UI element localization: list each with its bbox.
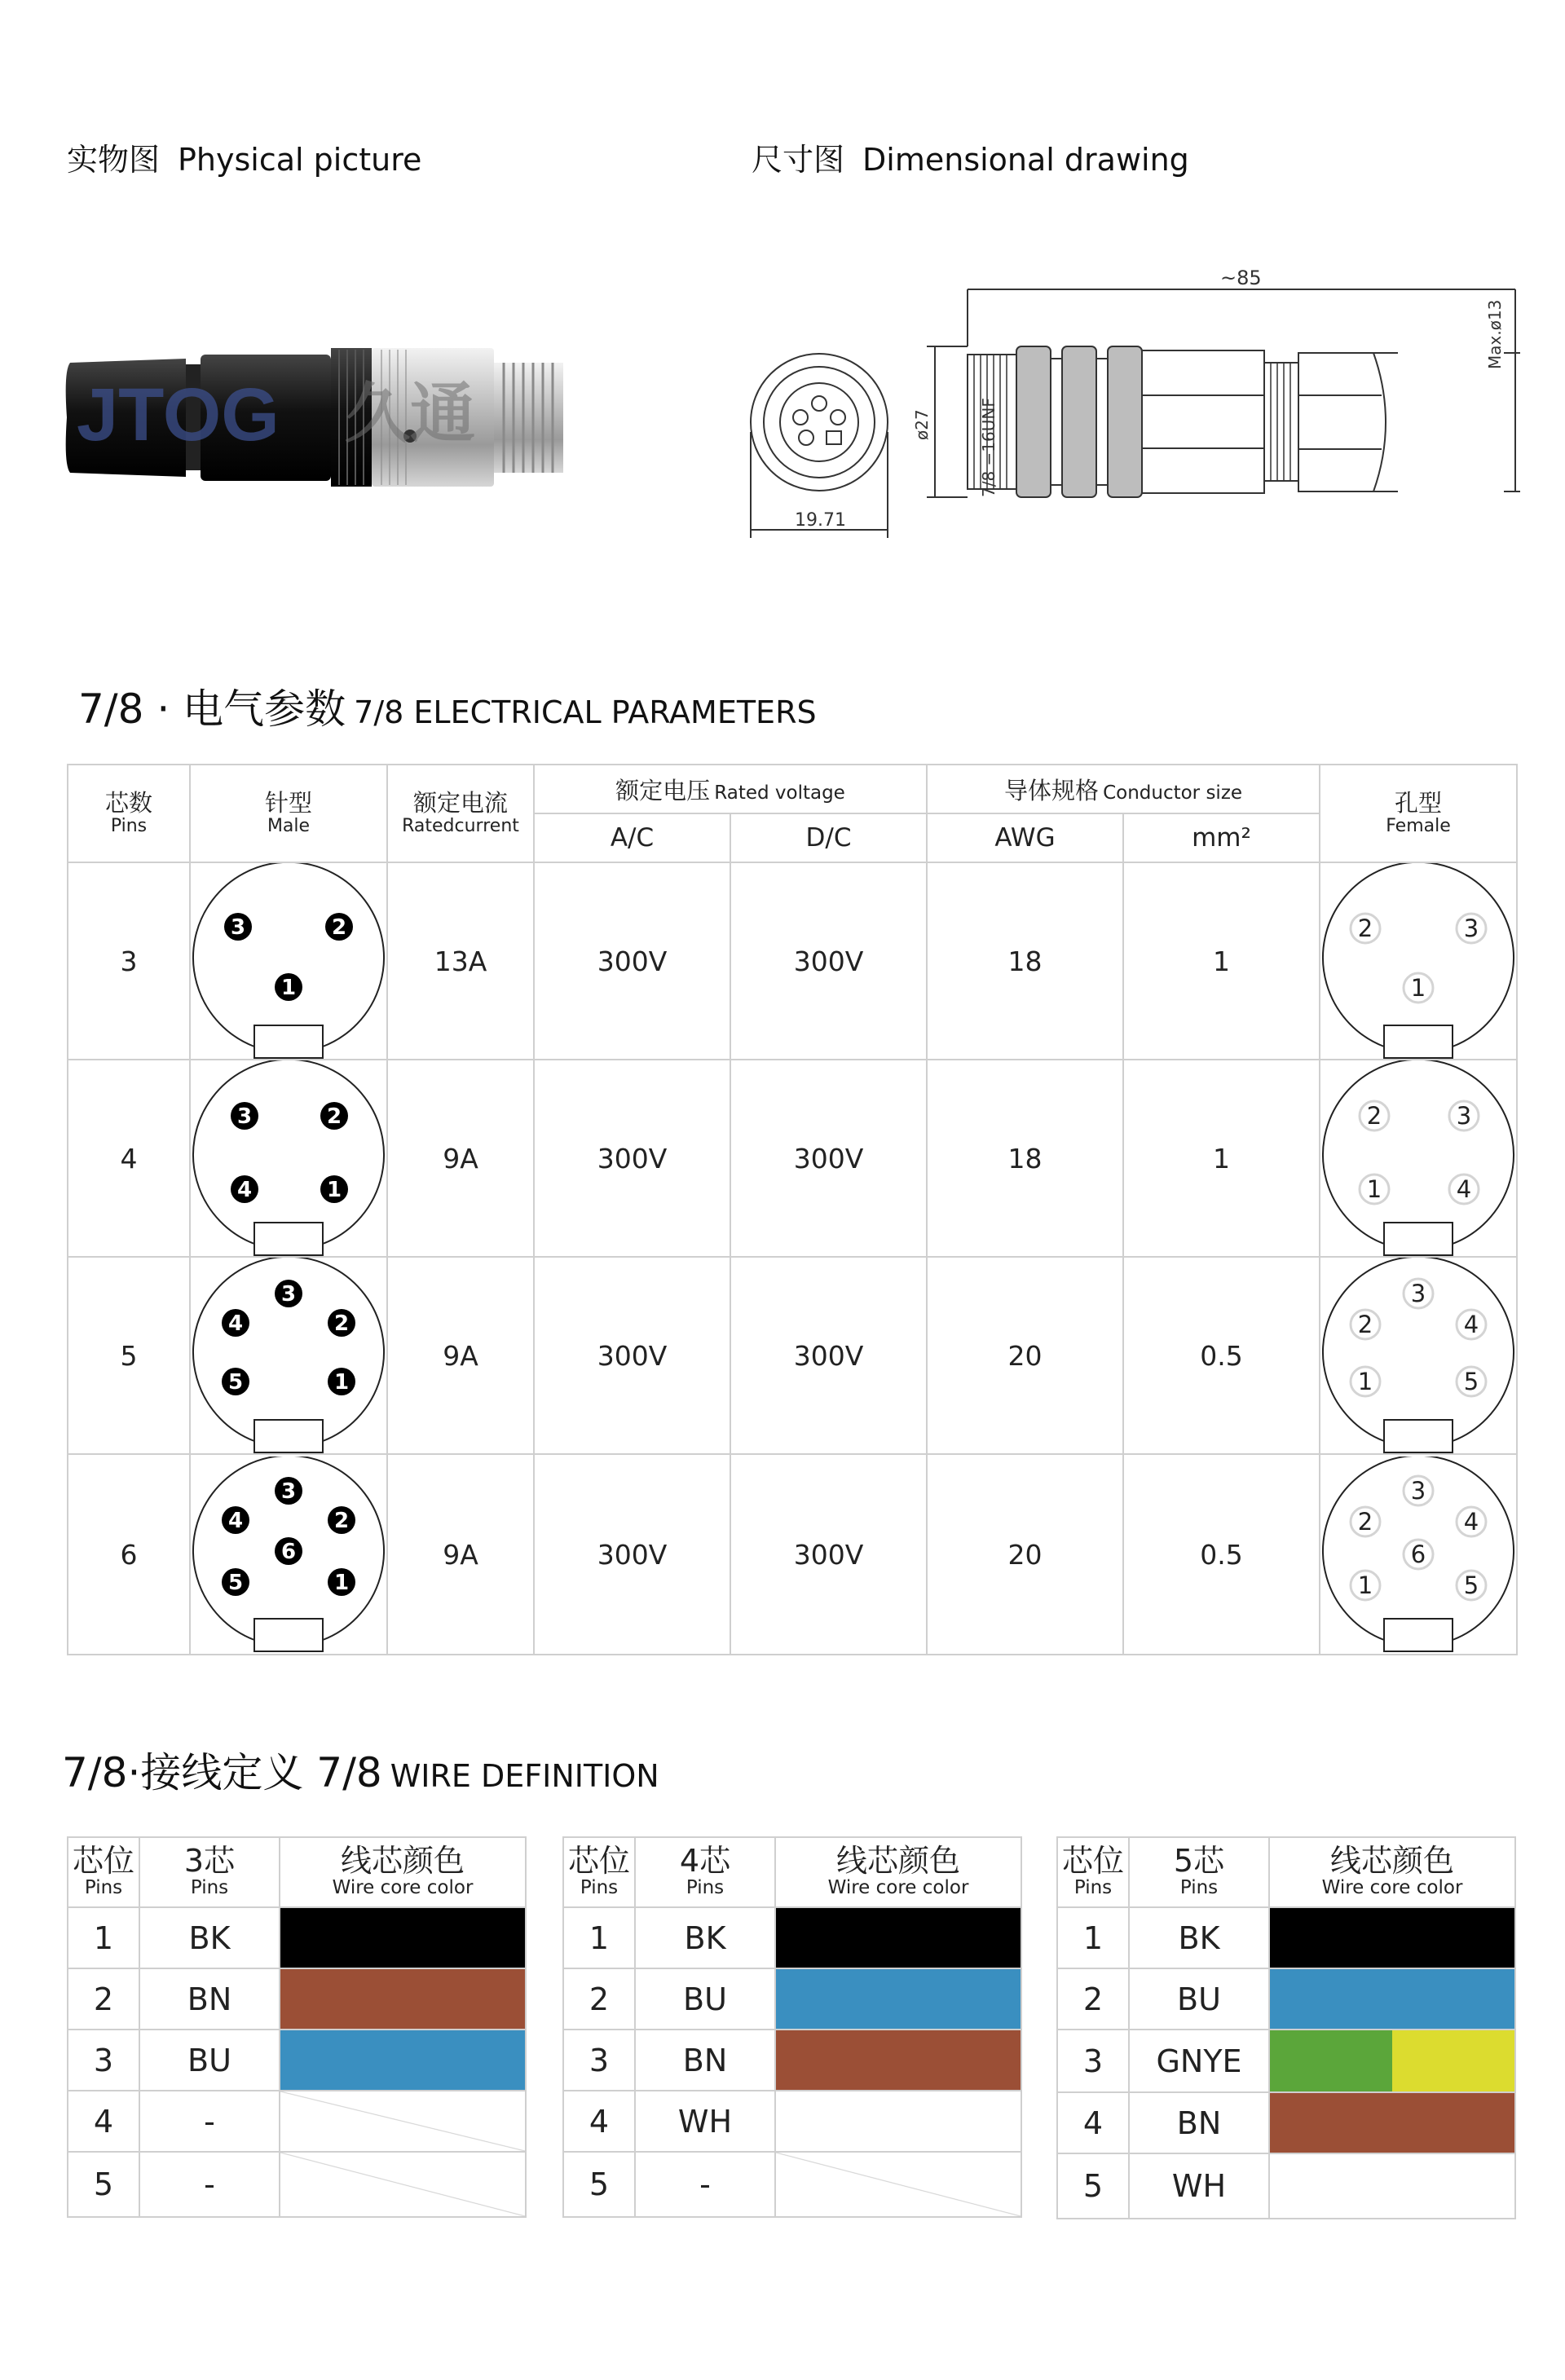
color-code: BK — [1129, 1907, 1269, 1968]
color-code: WH — [635, 2091, 775, 2152]
color-code: - — [635, 2152, 775, 2217]
color-code: BN — [635, 2030, 775, 2091]
female-socket-label: 5 — [1463, 1571, 1479, 1599]
dc-cell: 300V — [730, 1454, 927, 1655]
male-pin-label: 1 — [333, 1571, 350, 1595]
pins-cell: 5 — [68, 1257, 190, 1454]
header-female: 孔型 Female — [1320, 765, 1517, 862]
pins-cell: 3 — [68, 862, 190, 1060]
male-pin-label: 3 — [236, 1104, 253, 1129]
current-cell: 9A — [387, 1060, 534, 1257]
wire-definition-table-5 — [1056, 1836, 1516, 2219]
pin-number: 3 — [1057, 2030, 1129, 2092]
dim-dia-label: ø27 — [912, 409, 932, 440]
female-socket-label: 1 — [1357, 1368, 1373, 1395]
header-voltage: 额定电压 Rated voltage — [534, 765, 927, 813]
table-row — [1057, 2092, 1515, 2153]
male-pin-label: 4 — [227, 1509, 244, 1533]
color-code: BU — [139, 2030, 280, 2091]
header-wire-color: 线芯颜色 Wire core color — [775, 1837, 1021, 1907]
male-pin-label: 1 — [333, 1370, 350, 1395]
female-socket-label: 4 — [1463, 1311, 1479, 1338]
current-cell: 9A — [387, 1454, 534, 1655]
dimensional-drawing-label: 尺寸图 Dimensional drawing — [752, 142, 1189, 178]
male-pin-label: 2 — [331, 915, 347, 940]
female-socket-label: 4 — [1463, 1508, 1479, 1536]
header-core-count: 3芯 Pins — [139, 1837, 280, 1907]
header-wire-color: 线芯颜色 Wire core color — [280, 1837, 526, 1907]
male-pin-label: 2 — [333, 1509, 350, 1533]
header-mm2: mm² — [1123, 813, 1320, 862]
male-pin-diagram — [191, 1258, 386, 1453]
female-socket-label: 3 — [1456, 1102, 1472, 1130]
color-swatch — [1269, 2092, 1515, 2153]
connector-outline — [193, 863, 384, 1047]
brand-watermark-cn: 久通 — [345, 376, 475, 452]
mm2-cell: 0.5 — [1123, 1257, 1320, 1454]
table-row — [1057, 1968, 1515, 2030]
table-row — [1057, 1907, 1515, 1968]
mm2-cell: 1 — [1123, 1060, 1320, 1257]
color-code: BU — [635, 1968, 775, 2030]
female-socket-label: 2 — [1366, 1102, 1382, 1130]
pin-number: 3 — [68, 2030, 139, 2091]
female-socket-label: 3 — [1463, 915, 1479, 942]
female-pin-diagram — [1320, 1258, 1516, 1453]
header-pin-position: 芯位 Pins — [68, 1837, 139, 1907]
female-pin-diagram — [1320, 863, 1516, 1059]
color-swatch — [775, 2030, 1021, 2091]
color-swatch-part — [1270, 2030, 1392, 2091]
color-swatch — [280, 1907, 526, 1968]
ac-cell: 300V — [534, 1454, 730, 1655]
dimensional-drawing — [738, 265, 1528, 546]
color-swatch — [1269, 2153, 1515, 2219]
female-socket-label: 5 — [1463, 1368, 1479, 1395]
key-notch — [1384, 1223, 1453, 1255]
key-notch — [254, 1025, 323, 1058]
physical-picture-label: 实物图 Physical picture — [67, 142, 422, 178]
awg-cell: 18 — [927, 1060, 1123, 1257]
header-awg: AWG — [927, 813, 1123, 862]
color-swatch — [1269, 2030, 1515, 2092]
dc-cell: 300V — [730, 862, 927, 1060]
male-pin-label: 2 — [326, 1104, 342, 1129]
female-socket-label: 3 — [1410, 1477, 1426, 1505]
color-code: GNYE — [1129, 2030, 1269, 2092]
female-socket-label: 2 — [1357, 1508, 1373, 1536]
header-pin-position: 芯位 Pins — [1057, 1837, 1129, 1907]
pins-cell: 4 — [68, 1060, 190, 1257]
male-pin-diagram — [191, 1457, 386, 1652]
header-wire-color: 线芯颜色 Wire core color — [1269, 1837, 1515, 1907]
wire-definition-table-3 — [67, 1836, 527, 2218]
male-pin-label: 5 — [227, 1571, 244, 1595]
color-swatch — [775, 1968, 1021, 2030]
table-row — [563, 2152, 1021, 2217]
female-pin-diagram — [1320, 1060, 1516, 1256]
male-diagram-cell — [190, 1060, 387, 1257]
pin-number: 3 — [563, 2030, 635, 2091]
table-row — [68, 1454, 1517, 1655]
color-code: BN — [1129, 2092, 1269, 2153]
wire-definition-table-4 — [562, 1836, 1022, 2218]
table-row — [68, 1907, 526, 1968]
key-notch — [254, 1223, 323, 1255]
table-row — [68, 1060, 1517, 1257]
pin-number: 2 — [68, 1968, 139, 2030]
female-pin-diagram — [1320, 1457, 1516, 1652]
table-row — [563, 2030, 1021, 2091]
pin-number: 4 — [68, 2091, 139, 2152]
female-socket-label: 1 — [1410, 974, 1426, 1002]
header-conductor: 导体规格 Conductor size — [927, 765, 1320, 813]
male-pin-label: 3 — [280, 1282, 297, 1307]
awg-cell: 20 — [927, 1454, 1123, 1655]
male-pin-diagram — [191, 1060, 386, 1256]
pin-number: 5 — [68, 2152, 139, 2217]
ac-cell: 300V — [534, 862, 730, 1060]
female-socket-label: 6 — [1410, 1540, 1426, 1568]
female-socket-label: 4 — [1456, 1175, 1472, 1203]
header-male: 针型 Male — [190, 765, 387, 862]
color-swatch — [1269, 1968, 1515, 2030]
wire-heading: 7/8·接线定义 7/8 WIRE DEFINITION — [62, 1749, 659, 1796]
table-row — [68, 1968, 526, 2030]
pin-number: 4 — [563, 2091, 635, 2152]
color-swatch — [280, 2091, 526, 2152]
pin-number: 1 — [1057, 1907, 1129, 1968]
header-ac: A/C — [534, 813, 730, 862]
male-diagram-cell — [190, 862, 387, 1060]
dim-thread-label: 7/8 −16UNF — [979, 398, 999, 497]
table-row — [68, 2152, 526, 2217]
key-notch — [1384, 1420, 1453, 1452]
female-socket-label: 2 — [1357, 1311, 1373, 1338]
table-row — [1057, 2030, 1515, 2092]
color-swatch — [280, 1968, 526, 2030]
connector-outline — [193, 1060, 384, 1244]
female-diagram-cell — [1320, 1060, 1517, 1257]
key-notch — [1384, 1025, 1453, 1058]
ac-cell: 300V — [534, 1060, 730, 1257]
pin-number: 1 — [68, 1907, 139, 1968]
male-pin-label: 3 — [230, 915, 246, 940]
header-core-count: 5芯 Pins — [1129, 1837, 1269, 1907]
dim-max-dia-label: Max.ø13 — [1485, 299, 1505, 369]
male-diagram-cell — [190, 1454, 387, 1655]
male-pin-label: 4 — [227, 1311, 244, 1336]
table-row — [563, 2091, 1021, 2152]
male-pin-label: 1 — [280, 976, 297, 1000]
dc-cell: 300V — [730, 1060, 927, 1257]
table-row — [68, 1257, 1517, 1454]
pin-number: 4 — [1057, 2092, 1129, 2153]
table-row — [1057, 2153, 1515, 2219]
header-pins: 芯数 Pins — [68, 765, 190, 862]
color-code: WH — [1129, 2153, 1269, 2219]
male-pin-diagram — [191, 863, 386, 1059]
key-notch — [1384, 1619, 1453, 1651]
connector-photo — [64, 330, 569, 505]
color-swatch — [280, 2030, 526, 2091]
header-dc: D/C — [730, 813, 927, 862]
header-core-count: 4芯 Pins — [635, 1837, 775, 1907]
pin-number: 5 — [1057, 2153, 1129, 2219]
connector-outline — [1323, 1060, 1514, 1244]
color-code: - — [139, 2152, 280, 2217]
male-diagram-cell — [190, 1257, 387, 1454]
female-diagram-cell — [1320, 1257, 1517, 1454]
mm2-cell: 0.5 — [1123, 1454, 1320, 1655]
header-current: 额定电流 Ratedcurrent — [387, 765, 534, 862]
key-notch — [254, 1619, 323, 1651]
pin-number: 2 — [563, 1968, 635, 2030]
male-pin-label: 3 — [280, 1479, 297, 1504]
dim-length-label: ~85 — [1220, 267, 1262, 289]
awg-cell: 18 — [927, 862, 1123, 1060]
pin-number: 2 — [1057, 1968, 1129, 2030]
male-pin-label: 1 — [326, 1178, 342, 1202]
color-code: BK — [635, 1907, 775, 1968]
header-pin-position: 芯位 Pins — [563, 1837, 635, 1907]
color-code: - — [139, 2091, 280, 2152]
color-code: BU — [1129, 1968, 1269, 2030]
pin-number: 1 — [563, 1907, 635, 1968]
table-row — [563, 1907, 1021, 1968]
color-code: BN — [139, 1968, 280, 2030]
male-pin-label: 4 — [236, 1178, 253, 1202]
electrical-heading: 7/8 · 电气参数 7/8 ELECTRICAL PARAMETERS — [78, 685, 817, 733]
brand-watermark: JTOG — [77, 373, 280, 456]
color-code: BK — [139, 1907, 280, 1968]
male-pin-label: 5 — [227, 1370, 244, 1395]
female-socket-label: 2 — [1357, 915, 1373, 942]
female-diagram-cell — [1320, 862, 1517, 1060]
table-row — [68, 862, 1517, 1060]
mm2-cell: 1 — [1123, 862, 1320, 1060]
color-swatch — [280, 2152, 526, 2217]
current-cell: 9A — [387, 1257, 534, 1454]
color-swatch — [775, 2091, 1021, 2152]
female-socket-label: 1 — [1366, 1175, 1382, 1203]
color-swatch — [775, 2152, 1021, 2217]
pin-number: 5 — [563, 2152, 635, 2217]
pins-cell: 6 — [68, 1454, 190, 1655]
color-swatch — [1269, 1907, 1515, 1968]
male-pin-label: 6 — [280, 1540, 297, 1564]
awg-cell: 20 — [927, 1257, 1123, 1454]
color-swatch — [775, 1907, 1021, 1968]
table-row — [68, 2091, 526, 2152]
table-row — [563, 1968, 1021, 2030]
table-row — [68, 2030, 526, 2091]
electrical-parameters-table — [67, 764, 1518, 1655]
male-pin-label: 2 — [333, 1311, 350, 1336]
color-swatch-part — [1392, 2030, 1514, 2091]
dc-cell: 300V — [730, 1257, 927, 1454]
female-socket-label: 3 — [1410, 1280, 1426, 1307]
dim-face-label: 19.71 — [795, 510, 846, 531]
female-diagram-cell — [1320, 1454, 1517, 1655]
current-cell: 13A — [387, 862, 534, 1060]
key-notch — [254, 1420, 323, 1452]
ac-cell: 300V — [534, 1257, 730, 1454]
connector-outline — [1323, 863, 1514, 1047]
female-socket-label: 1 — [1357, 1571, 1373, 1599]
